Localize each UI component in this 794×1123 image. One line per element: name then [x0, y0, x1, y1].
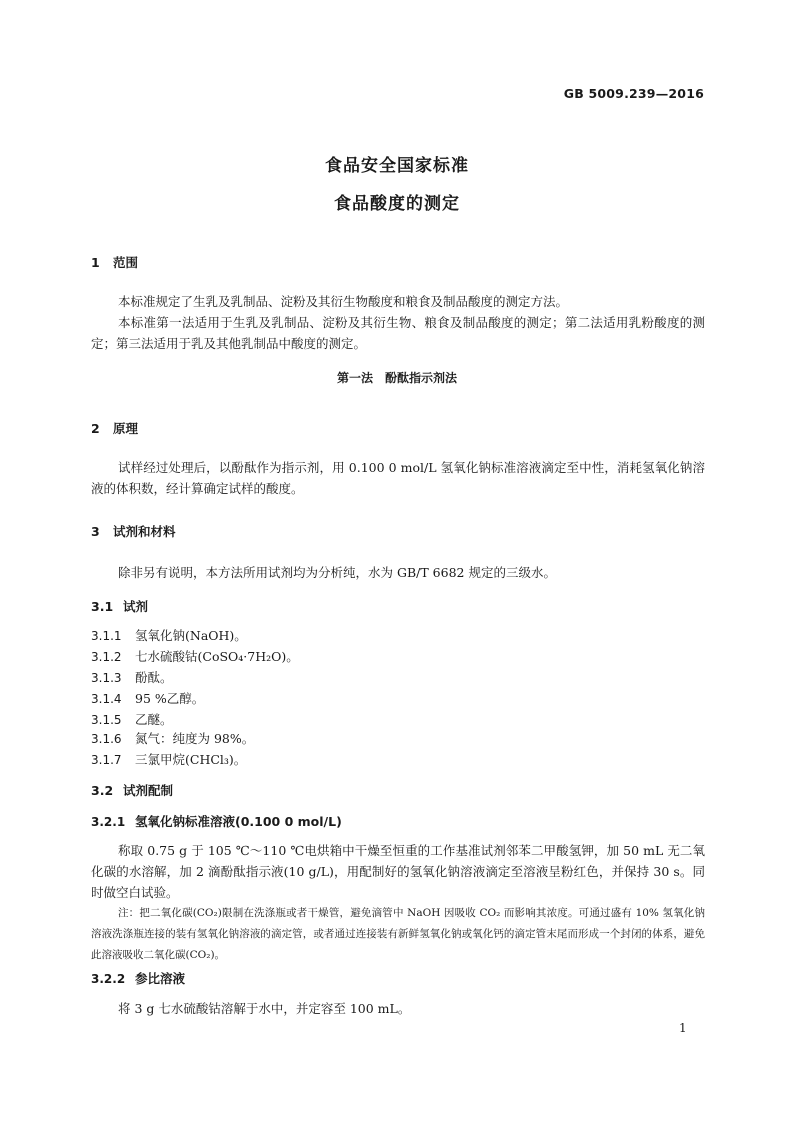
- section-number: 2: [91, 421, 100, 436]
- section-title: 试剂配制: [123, 783, 174, 798]
- section-2-paragraph-1: 试样经过处理后，以酚酞作为指示剂，用 0.100 0 mol/L 氢氧化钠标准溶液滴定至中性，消耗氢氧化钠溶液的体积数，经计算确定试样的酸度。: [91, 460, 705, 496]
- item-text: 95 %乙醇。: [135, 691, 205, 706]
- section-number: 1: [91, 255, 100, 270]
- item-text: 乙醚。: [135, 712, 173, 727]
- item-text: 氢氧化钠(NaOH)。: [135, 628, 247, 643]
- item-number: 3.2.1: [91, 815, 126, 829]
- item-number: 3.1.3: [91, 671, 122, 685]
- section-3-2-2-paragraph: 将 3 g 七水硫酸钴溶解于水中，并定容至 100 mL。: [118, 1001, 411, 1016]
- main-title: 食品安全国家标准: [325, 156, 469, 176]
- section-title: 试剂和材料: [113, 524, 176, 539]
- item-number: 3.1.5: [91, 713, 122, 727]
- section-1-paragraph-1: 本标准规定了生乳及乳制品、淀粉及其衍生物酸度和粮食及制品酸度的测定方法。: [118, 294, 569, 309]
- section-1-paragraph-2: 本标准第一法适用于生乳及乳制品、淀粉及其衍生物、粮食及制品酸度的测定；第二法适用乳粉酸度的测定；第三法适用于乳及其他乳制品中酸度的测定。: [91, 315, 705, 351]
- item-number: 3.1.7: [91, 753, 122, 767]
- reagent-item: [91, 647, 299, 665]
- section-number: 3.2: [91, 783, 114, 798]
- sub-title: 食品酸度的测定: [334, 194, 460, 214]
- section-number: 3.1: [91, 599, 114, 614]
- page-number: 1: [679, 1021, 687, 1035]
- section-title: 范围: [113, 255, 139, 270]
- section-3-heading: [91, 522, 176, 540]
- item-text: 氢氧化钠标准溶液(0.100 0 mol/L): [135, 814, 342, 829]
- item-number: 3.1.4: [91, 692, 122, 706]
- item-text: 参比溶液: [135, 971, 186, 986]
- item-text: 三氯甲烷(CHCl₃)。: [135, 752, 247, 767]
- reagent-item: [91, 689, 204, 707]
- section-1-heading: [91, 253, 138, 271]
- item-text: 酚酞。: [135, 670, 173, 685]
- reagent-item: [91, 668, 173, 686]
- section-3-2-1-heading: [91, 812, 342, 830]
- section-3-2-2-heading: [91, 969, 185, 987]
- section-3-2-heading: [91, 781, 173, 799]
- item-number: 3.2.2: [91, 972, 126, 986]
- reagent-item: [91, 710, 173, 728]
- section-3-2-1-paragraph: 称取 0.75 g 于 105 ℃～110 ℃电烘箱中干燥至恒重的工作基准试剂邻苯二甲酸氢钾，加 50 mL 无二氧化碳的水溶解，加 2 滴酚酞指示液(10 g/L)，用配制好的氢氧化钠溶液滴定至溶液呈粉红色，并保持 30 s。同时做空白试验。: [91, 843, 705, 900]
- item-text: 氮气：纯度为 98%。: [135, 731, 255, 746]
- note-paragraph: 注：把二氧化碳(CO₂)限制在洗涤瓶或者干燥管，避免滴管中 NaOH 因吸收 CO₂ 而影响其浓度。可通过盛有 10% 氢氧化钠溶液洗涤瓶连接的装有氢氧化钠溶液的滴定管，或者通过连接装有新鲜氢氧化钠或氧化钙的滴定管末尾而形成一个封闭的体系，避免此溶液吸收二氧化碳(CO₂)。: [91, 907, 705, 961]
- reagent-item: [91, 729, 254, 747]
- reagent-item: [91, 750, 246, 768]
- section-2-heading: [91, 419, 138, 437]
- method-1-title: 第一法 酚酞指示剂法: [336, 371, 457, 385]
- section-title: 原理: [113, 421, 139, 436]
- item-number: 3.1.1: [91, 629, 122, 643]
- item-number: 3.1.2: [91, 650, 122, 664]
- section-title: 试剂: [123, 599, 149, 614]
- standard-code: GB 5009.239—2016: [563, 86, 704, 101]
- item-number: 3.1.6: [91, 732, 122, 746]
- section-3-paragraph-1: 除非另有说明，本方法所用试剂均为分析纯，水为 GB/T 6682 规定的三级水。: [118, 565, 556, 580]
- section-number: 3: [91, 524, 100, 539]
- reagent-item: [91, 626, 247, 644]
- section-3-1-heading: [91, 597, 148, 615]
- item-text: 七水硫酸钴(CoSO₄·7H₂O)。: [135, 649, 299, 664]
